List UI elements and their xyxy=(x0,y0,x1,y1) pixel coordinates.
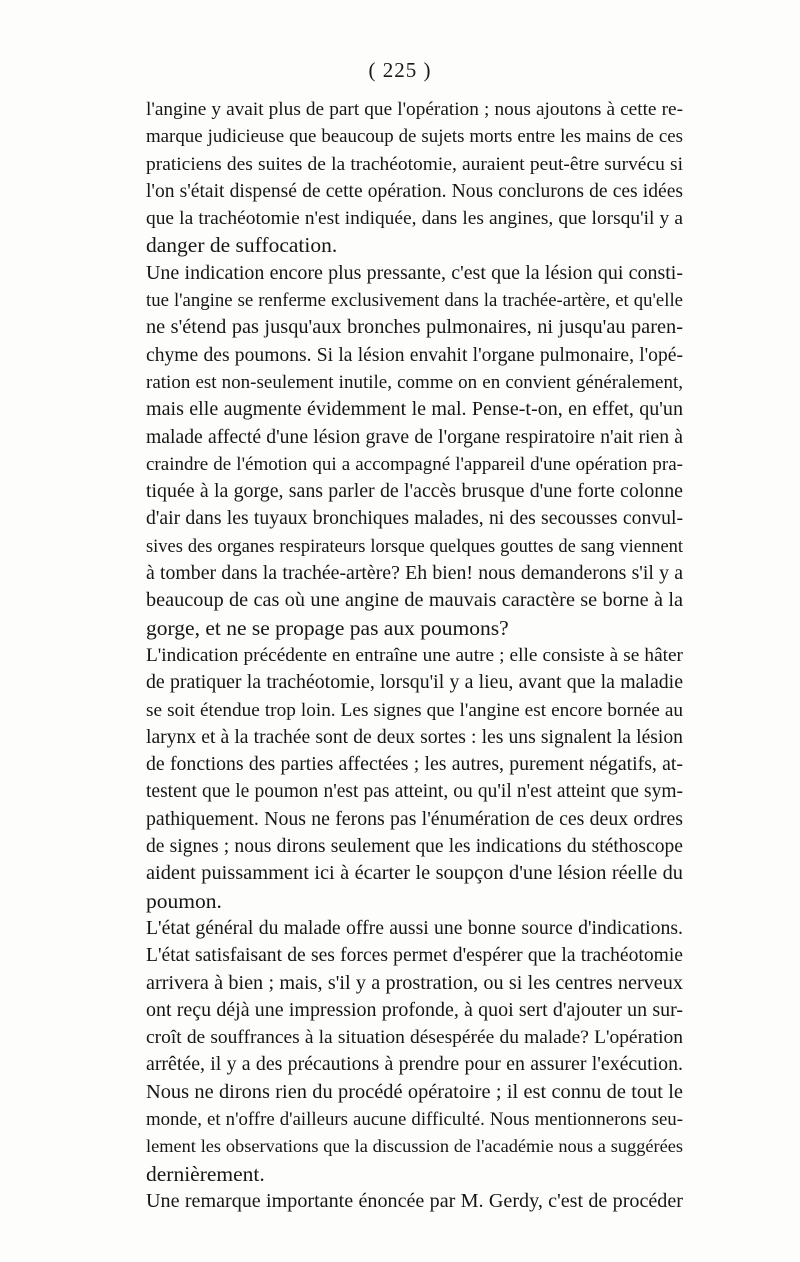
text-line: croît de souffrances à la situation désespérée du malade? L'opération xyxy=(146,1027,683,1049)
paragraph xyxy=(146,915,683,1188)
text-line: ration est non-seulement inutile, comme on en convient généralement, xyxy=(146,371,683,393)
text-line: praticiens des suites de la trachéotomie, auraient peut-être survécu si xyxy=(146,153,683,175)
text-line: chyme des poumons. Si la lésion envahit l'organe pulmonaire, l'opé- xyxy=(146,344,683,366)
text-line: ne s'étend pas jusqu'aux bronches pulmonaires, ni jusqu'au paren- xyxy=(146,316,683,339)
text-line: de fonctions des parties affectées ; les autres, purement négatifs, at- xyxy=(146,753,683,776)
text-line: poumon. xyxy=(146,888,222,913)
text-line: Une remarque importante énoncée par M. Gerdy, c'est de procéder xyxy=(146,1189,683,1212)
paragraph xyxy=(146,642,683,915)
text-line: de signes ; nous dirons seulement que les indications du stéthoscope xyxy=(146,836,683,858)
text-line: à tomber dans la trachée-artère? Eh bien! nous demanderons s'il y a xyxy=(146,562,683,585)
text-line: ont reçu déjà une impression profonde, à quoi sert d'ajouter un sur- xyxy=(146,998,683,1021)
text-line: monde, et n'offre d'ailleurs aucune difficulté. Nous mentionnerons seu- xyxy=(146,1108,683,1130)
text-line: arrêtée, il y a des précautions à prendre pour en assurer l'exécution. xyxy=(146,1053,683,1076)
text-line: que la trachéotomie n'est indiquée, dans les angines, que lorsqu'il y a xyxy=(146,208,683,230)
body-text xyxy=(146,96,683,1215)
text-line: dernièrement. xyxy=(146,1161,265,1186)
text-line: marque judicieuse que beaucoup de sujets morts entre les mains de ces xyxy=(146,126,683,148)
text-line: L'état général du malade offre aussi une bonne source d'indications. xyxy=(146,916,683,939)
text-line: pathiquement. Nous ne ferons pas l'énumération de ces deux ordres xyxy=(146,807,683,830)
text-line: L'indication précédente en entraîne une autre ; elle consiste à se hâter xyxy=(146,644,683,666)
text-line: lement les observations que la discussion de l'académie nous a suggérées xyxy=(146,1136,683,1157)
text-line: aident puissamment ici à écarter le soupçon d'une lésion réelle du xyxy=(146,862,683,885)
paragraph xyxy=(146,96,683,260)
text-line: testent que le poumon n'est pas atteint, ou qu'il n'est atteint que sym- xyxy=(146,781,683,803)
text-line: beaucoup de cas où une angine de mauvais caractère se borne à la xyxy=(146,589,683,612)
text-line: l'angine y avait plus de part que l'opération ; nous ajoutons à cette re- xyxy=(146,99,683,120)
text-line: sives des organes respirateurs lorsque quelques gouttes de sang viennent xyxy=(146,535,683,556)
text-line: tiquée à la gorge, sans parler de l'accès brusque d'une forte colonne xyxy=(146,480,683,503)
text-line: d'air dans les tuyaux bronchiques malades, ni des secousses convul- xyxy=(146,507,683,530)
paragraph xyxy=(146,260,683,642)
text-line: se soit étendue trop loin. Les signes que l'angine est encore bornée au xyxy=(146,699,683,721)
text-line: Nous ne dirons rien du procédé opératoire ; il est connu de tout le xyxy=(146,1080,683,1103)
text-line: larynx et à la trachée sont de deux sortes : les uns signalent la lésion xyxy=(146,726,683,748)
text-line: malade affecté d'une lésion grave de l'organe respiratoire n'ait rien à xyxy=(146,425,683,448)
text-line: tue l'angine se renferme exclusivement dans la trachée-artère, et qu'elle xyxy=(146,290,683,312)
text-line: de pratiquer la trachéotomie, lorsqu'il y a lieu, avant que la maladie xyxy=(146,671,683,694)
text-line: danger de suffocation. xyxy=(146,233,338,258)
text-line: arrivera à bien ; mais, s'il y a prostration, ou si les centres nerveux xyxy=(146,971,683,994)
text-line: mais elle augmente évidemment le mal. Pense-t-on, en effet, qu'un xyxy=(146,398,683,421)
paragraph xyxy=(146,1188,683,1215)
text-line: craindre de l'émotion qui a accompagné l'appareil d'une opération pra- xyxy=(146,453,683,475)
text-line: L'état satisfaisant de ses forces permet d'espérer que la trachéotomie xyxy=(146,945,683,967)
text-line: l'on s'était dispensé de cette opération. Nous conclurons de ces idées xyxy=(146,180,683,202)
page-number: ( 225 ) xyxy=(368,58,432,82)
text-line: gorge, et ne se propage pas aux poumons? xyxy=(146,615,509,640)
text-line: Une indication encore plus pressante, c'est que la lésion qui consti- xyxy=(146,261,683,284)
